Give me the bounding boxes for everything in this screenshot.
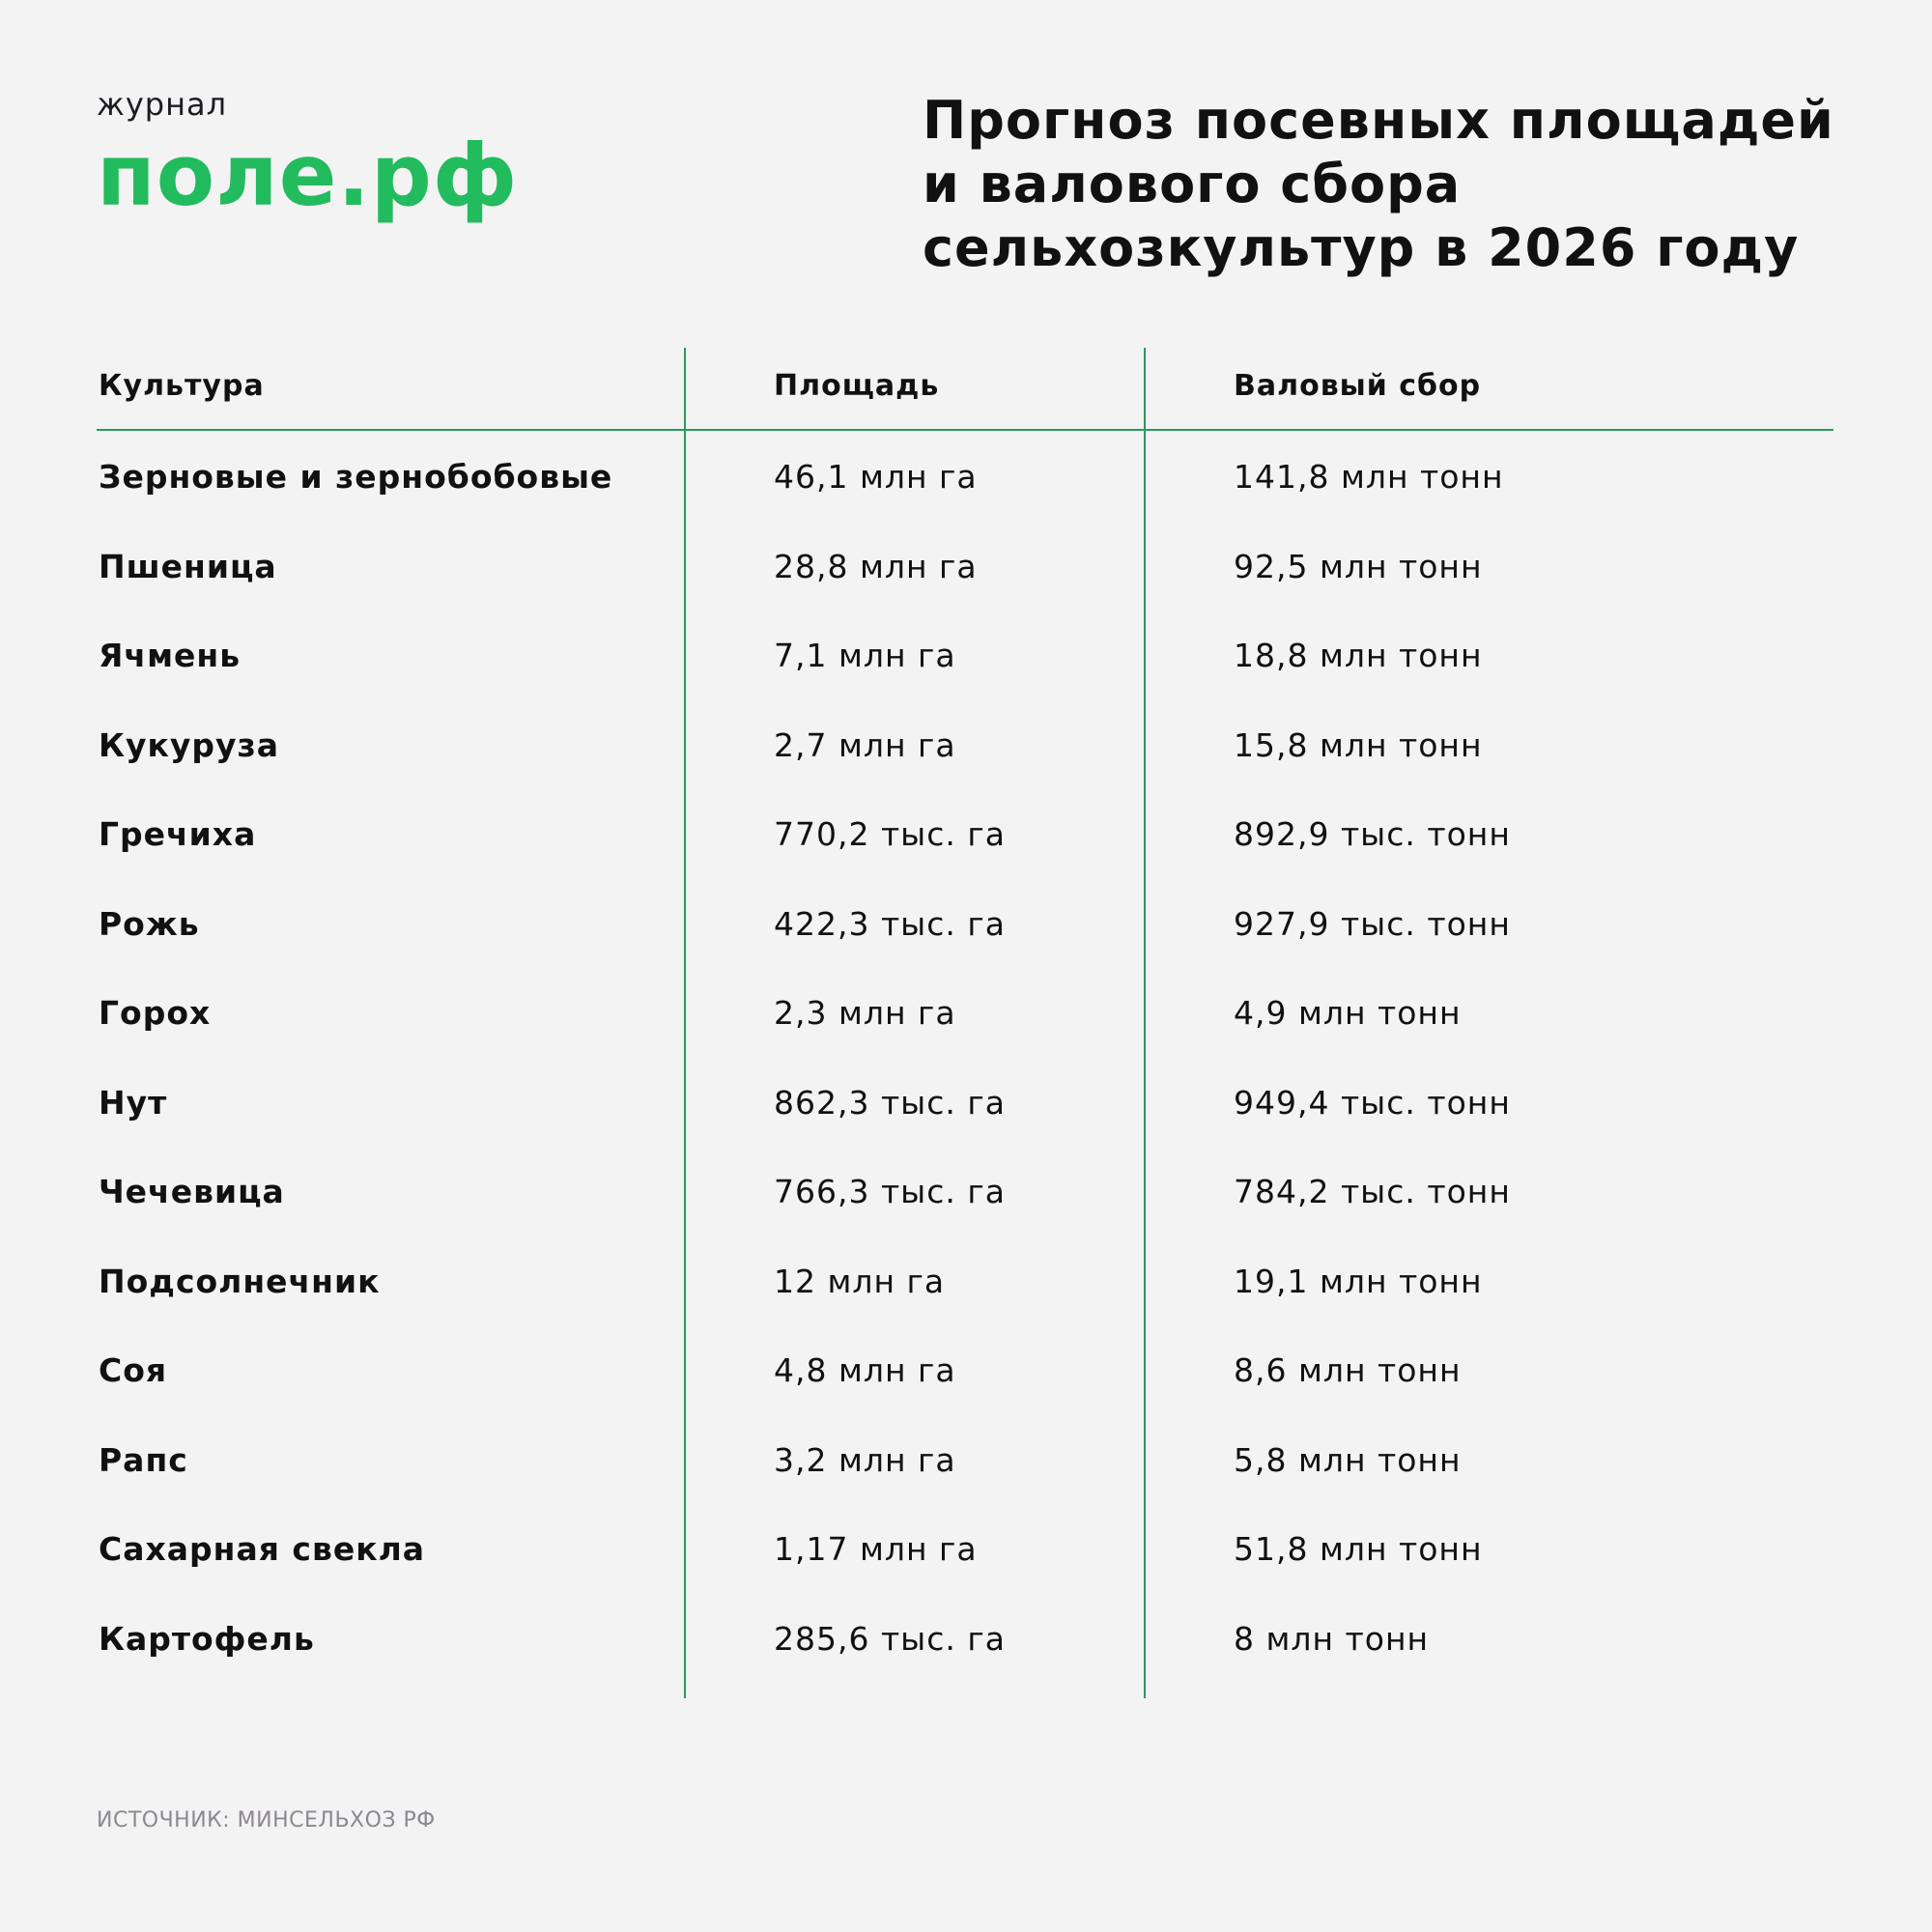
area-value: 422,3 тыс. га [774, 904, 1006, 943]
area-value: 2,7 млн га [774, 725, 956, 764]
crop-name: Нут [99, 1083, 168, 1122]
crop-name: Пшеница [99, 547, 277, 585]
column-divider [684, 348, 686, 1698]
area-value: 46,1 млн га [774, 458, 978, 496]
title-line: сельхозкультур в 2026 году [923, 217, 1800, 278]
area-value: 28,8 млн га [774, 547, 978, 585]
crop-name: Горох [99, 994, 212, 1032]
crop-name: Гречиха [99, 815, 257, 853]
crop-name: Картофель [99, 1619, 315, 1658]
harvest-value: 4,9 млн тонн [1234, 994, 1462, 1032]
area-value: 1,17 млн га [774, 1530, 978, 1568]
harvest-value: 51,8 млн тонн [1234, 1530, 1483, 1568]
header-crop: Культура [99, 369, 265, 403]
crop-name: Рапс [99, 1440, 188, 1479]
area-value: 3,2 млн га [774, 1440, 956, 1479]
column-divider [1144, 348, 1146, 1698]
logo-big: поле.рф [97, 126, 519, 225]
crop-name: Ячмень [99, 637, 242, 674]
header-harvest: Валовый сбор [1234, 369, 1482, 403]
title-line: Прогноз посевных площадей [923, 90, 1834, 151]
crop-name: Кукуруза [99, 725, 279, 764]
area-value: 7,1 млн га [774, 637, 956, 674]
header-divider [97, 429, 1833, 431]
crop-name: Чечевица [99, 1173, 285, 1210]
crop-name: Зерновые и зернобобовые [99, 458, 613, 496]
title-line: и валового сбора [923, 154, 1462, 214]
area-value: 12 млн га [774, 1262, 946, 1300]
logo-small: журнал [97, 86, 228, 123]
area-value: 2,3 млн га [774, 994, 956, 1032]
harvest-value: 19,1 млн тонн [1234, 1262, 1483, 1300]
area-value: 862,3 тыс. га [774, 1083, 1006, 1122]
harvest-value: 141,8 млн тонн [1234, 458, 1504, 496]
data-table [97, 348, 1833, 1698]
crop-name: Подсолнечник [99, 1262, 381, 1300]
harvest-value: 784,2 тыс. тонн [1234, 1173, 1511, 1210]
logo [97, 85, 518, 226]
crop-name: Сахарная свекла [99, 1530, 426, 1568]
crop-name: Рожь [99, 904, 200, 943]
harvest-value: 92,5 млн тонн [1234, 547, 1483, 585]
harvest-value: 8 млн тонн [1234, 1619, 1430, 1658]
harvest-value: 15,8 млн тонн [1234, 725, 1483, 764]
harvest-value: 5,8 млн тонн [1234, 1440, 1462, 1479]
page-title [923, 89, 1918, 280]
area-value: 285,6 тыс. га [774, 1619, 1006, 1658]
harvest-value: 949,4 тыс. тонн [1234, 1083, 1511, 1122]
header-area: Площадь [774, 369, 940, 403]
harvest-value: 18,8 млн тонн [1234, 637, 1483, 674]
area-value: 766,3 тыс. га [774, 1173, 1006, 1210]
crop-name: Соя [99, 1351, 168, 1389]
harvest-value: 8,6 млн тонн [1234, 1351, 1462, 1389]
harvest-value: 892,9 тыс. тонн [1234, 815, 1511, 853]
area-value: 4,8 млн га [774, 1351, 956, 1389]
area-value: 770,2 тыс. га [774, 815, 1006, 853]
harvest-value: 927,9 тыс. тонн [1234, 904, 1511, 943]
source-note: ИСТОЧНИК: МИНСЕЛЬХОЗ РФ [97, 1808, 436, 1833]
